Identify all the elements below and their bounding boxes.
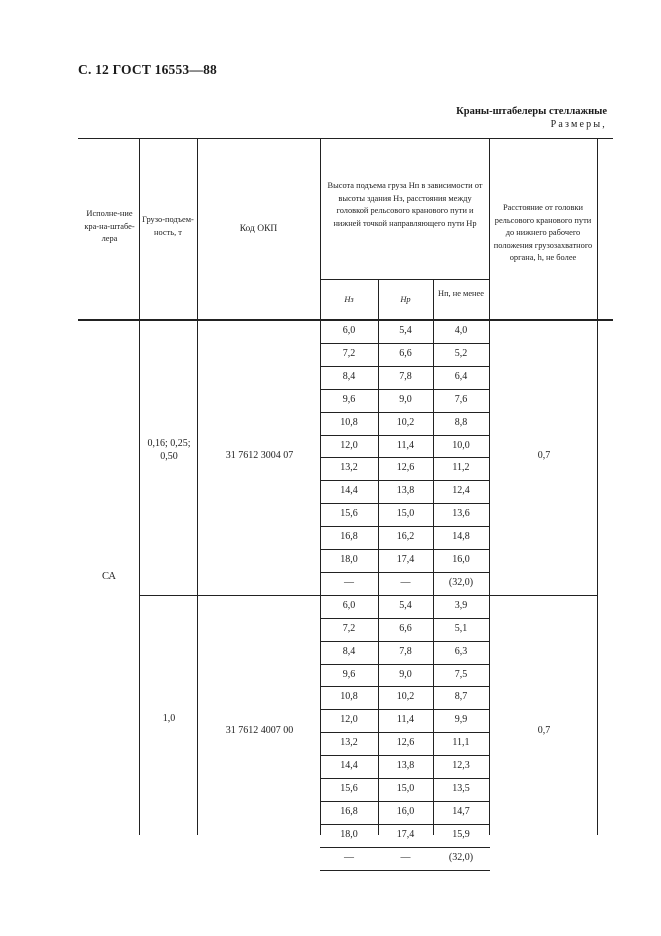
- header-distance: Расстояние от головки рельсового кранового пути до нижнего рабочего положения грузозахватного органа, h, не более: [493, 203, 593, 262]
- header-hp: Hп, не менее: [438, 289, 484, 298]
- cell-hz: 8,4: [342, 645, 356, 657]
- capacity-value: 0,16; 0,25; 0,50: [147, 438, 191, 463]
- cell-hp: 9,9: [454, 714, 468, 726]
- subheader-separator: [320, 279, 490, 280]
- cell-hz: 9,6: [342, 393, 356, 405]
- cell-hp: 5,2: [454, 347, 468, 359]
- header-okp: Код ОКП: [239, 224, 278, 234]
- cell-hp: (32,0): [448, 851, 474, 863]
- capacity-value: 1,0: [162, 713, 176, 725]
- cell-hz: 14,4: [340, 760, 358, 772]
- row-separator: [320, 870, 490, 871]
- cell-hr: 13,8: [396, 485, 415, 497]
- cell-hz: 6,0: [342, 325, 356, 336]
- cell-hr: 5,4: [399, 599, 412, 611]
- header-version: Исполне-ние кра-на-штабе-лера: [84, 209, 135, 243]
- table-title: Краны-штабелеры стеллажные: [456, 106, 607, 117]
- cell-hp: 11,1: [452, 737, 470, 749]
- cell-hr: 6,6: [399, 347, 412, 359]
- cell-hp: 5,1: [454, 622, 468, 634]
- cell-hp: 6,3: [454, 645, 468, 657]
- cell-hp: 13,5: [452, 783, 470, 794]
- cell-hr: —: [400, 851, 411, 863]
- cell-hp: 11,2: [452, 462, 470, 474]
- page-header: С. 12 ГОСТ 16553—88: [78, 62, 217, 77]
- cell-hz: 8,4: [342, 370, 356, 382]
- cell-hz: 7,2: [342, 347, 356, 359]
- header-hz: Hз: [344, 295, 354, 304]
- okp-code: 31 7612 4007 00: [225, 725, 294, 737]
- cell-hr: 5,4: [399, 325, 412, 336]
- group-separator-right: [489, 595, 597, 596]
- cell-hr: 12,6: [396, 737, 415, 749]
- cell-hz: 9,6: [342, 668, 356, 680]
- cell-hp: (32,0): [448, 576, 474, 588]
- cell-hz: 18,0: [340, 554, 358, 565]
- cell-hr: 9,0: [399, 668, 412, 680]
- cell-hp: 4,0: [454, 325, 468, 336]
- table-top-border: [78, 138, 613, 139]
- cell-hr: 7,8: [399, 370, 412, 382]
- cell-hp: 8,7: [454, 691, 468, 703]
- cell-hr: 10,2: [396, 691, 415, 703]
- cell-hr: 11,4: [396, 714, 415, 726]
- cell-hz: 15,6: [340, 508, 358, 520]
- cell-hr: 16,0: [396, 805, 415, 817]
- cell-hr: 16,2: [396, 531, 415, 543]
- cell-hz: 13,2: [340, 462, 358, 474]
- cell-hr: 13,8: [396, 760, 415, 772]
- cell-hp: 7,6: [454, 393, 468, 405]
- cell-hp: 14,8: [452, 531, 470, 543]
- cell-hp: 13,6: [452, 508, 470, 520]
- cell-hz: 15,6: [340, 783, 358, 794]
- cell-hr: 11,4: [396, 439, 415, 451]
- cell-hp: 7,5: [454, 668, 468, 680]
- cell-hz: 7,2: [342, 622, 356, 634]
- cell-hp: 12,3: [452, 760, 470, 772]
- cell-hz: 10,8: [340, 416, 358, 428]
- version-value: СА: [101, 571, 117, 582]
- cell-hz: 18,0: [340, 828, 358, 840]
- cell-hz: 16,8: [340, 531, 358, 543]
- cell-hp: 6,4: [454, 370, 468, 382]
- header-hr: Hр: [400, 295, 411, 304]
- cell-hr: 15,0: [396, 783, 415, 794]
- cell-hz: 10,8: [340, 691, 358, 703]
- cell-hp: 3,9: [454, 599, 468, 611]
- header-capacity: Грузо-подъем-ность, т: [142, 215, 194, 237]
- cell-hz: 14,4: [340, 485, 358, 497]
- distance-value: 0,7: [537, 450, 551, 462]
- cell-hp: 8,8: [454, 416, 468, 428]
- cell-hr: 17,4: [396, 554, 415, 565]
- distance-value: 0,7: [537, 725, 551, 737]
- col-line-distance: [489, 138, 490, 835]
- cell-hp: 10,0: [452, 439, 470, 451]
- cell-hr: 17,4: [396, 828, 415, 840]
- cell-hz: —: [344, 576, 354, 588]
- cell-hz: 12,0: [340, 439, 358, 451]
- cell-hz: —: [344, 851, 354, 863]
- cell-hp: 14,7: [452, 805, 470, 817]
- cell-hz: 13,2: [340, 737, 358, 749]
- cell-hr: 10,2: [396, 416, 415, 428]
- cell-hr: 9,0: [399, 393, 412, 405]
- cell-hp: 15,9: [452, 828, 470, 840]
- cell-hz: 16,8: [340, 805, 358, 817]
- table-subtitle: Размеры,: [550, 119, 607, 130]
- cell-hz: 6,0: [342, 599, 356, 611]
- cell-hr: —: [400, 576, 411, 588]
- cell-hr: 7,8: [399, 645, 412, 657]
- cell-hr: 15,0: [396, 508, 415, 520]
- cell-hp: 16,0: [452, 554, 470, 565]
- col-line-capacity: [139, 138, 140, 835]
- cell-hr: 12,6: [396, 462, 415, 474]
- okp-code: 31 7612 3004 07: [225, 450, 294, 462]
- cell-hp: 12,4: [452, 485, 470, 497]
- header-height-group: Высота подъема груза Hп в зависимости от высоты здания Hз, расстояния между головкой рельсового кранового пути и нижней точкой направляющего пути Hр: [327, 181, 483, 228]
- col-line-last: [597, 138, 598, 835]
- cell-hz: 12,0: [340, 714, 358, 726]
- cell-hr: 6,6: [399, 622, 412, 634]
- col-line-okp: [197, 138, 198, 835]
